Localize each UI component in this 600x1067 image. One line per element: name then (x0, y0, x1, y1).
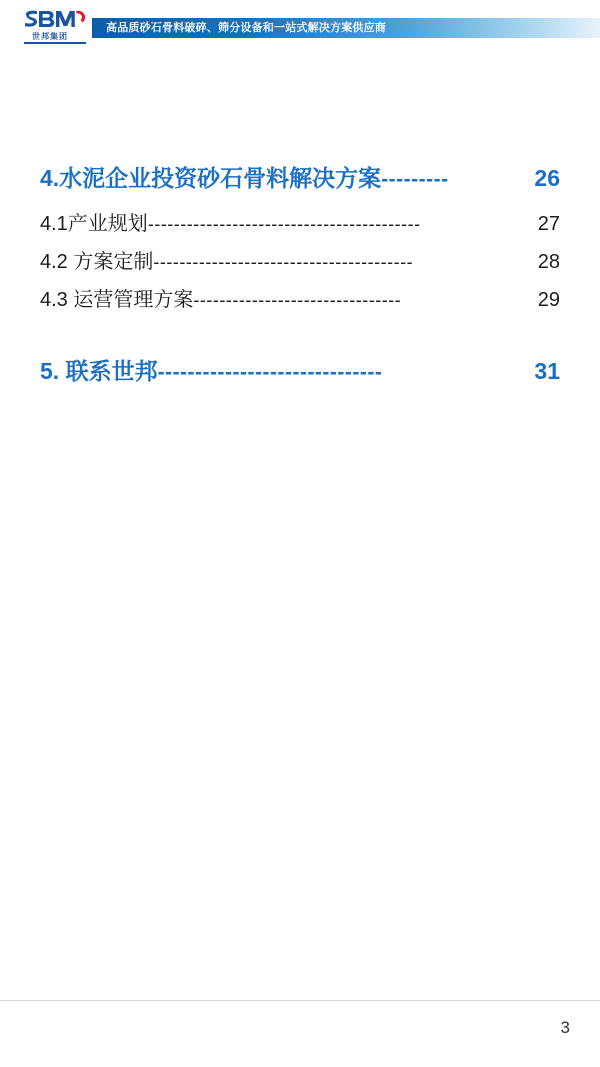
toc-entry-leader: ------------------------------ (157, 361, 383, 384)
logo-subtitle: 世邦集团 (32, 32, 68, 41)
toc-entry-page: 29 (537, 289, 560, 311)
toc-entry-title: 5. 联系世邦 (40, 358, 158, 384)
logo-divider (24, 42, 86, 44)
toc-entry-title: 4.3 运营管理方案 (40, 289, 194, 311)
toc-entry-leader: --------- (381, 168, 449, 191)
footer-divider (0, 1000, 600, 1001)
toc-entry[interactable] (40, 207, 560, 236)
toc-entry-title: 4.2 方案定制 (40, 251, 154, 273)
toc-section-gap (40, 321, 560, 353)
toc-entry-leader: ---------------------------------------- (153, 252, 414, 272)
toc-entry-leader: ------------------------------------------ (147, 214, 421, 234)
toc-entry-title: 4.1产业规划 (40, 213, 148, 235)
toc-entry[interactable] (40, 160, 560, 193)
toc-entry-leader: -------------------------------- (193, 290, 402, 310)
toc-entry[interactable] (40, 353, 560, 386)
page-number: 3 (560, 1018, 570, 1037)
sbm-logo-icon (24, 10, 86, 30)
toc-entry-page: 31 (534, 358, 560, 384)
header-banner-text: 高品质砂石骨料破碎、筛分设备和一站式解决方案供应商 (106, 22, 386, 34)
toc-entry-page: 27 (537, 213, 560, 235)
toc-entry[interactable] (40, 283, 560, 312)
company-logo (24, 10, 88, 44)
table-of-contents (40, 160, 560, 400)
toc-entry[interactable] (40, 245, 560, 274)
toc-entry-title: 4.水泥企业投资砂石骨料解决方案 (40, 165, 382, 191)
page-header (0, 0, 600, 52)
toc-entry-page: 26 (534, 165, 560, 191)
header-banner (92, 18, 600, 38)
toc-entry-page: 28 (537, 251, 560, 273)
